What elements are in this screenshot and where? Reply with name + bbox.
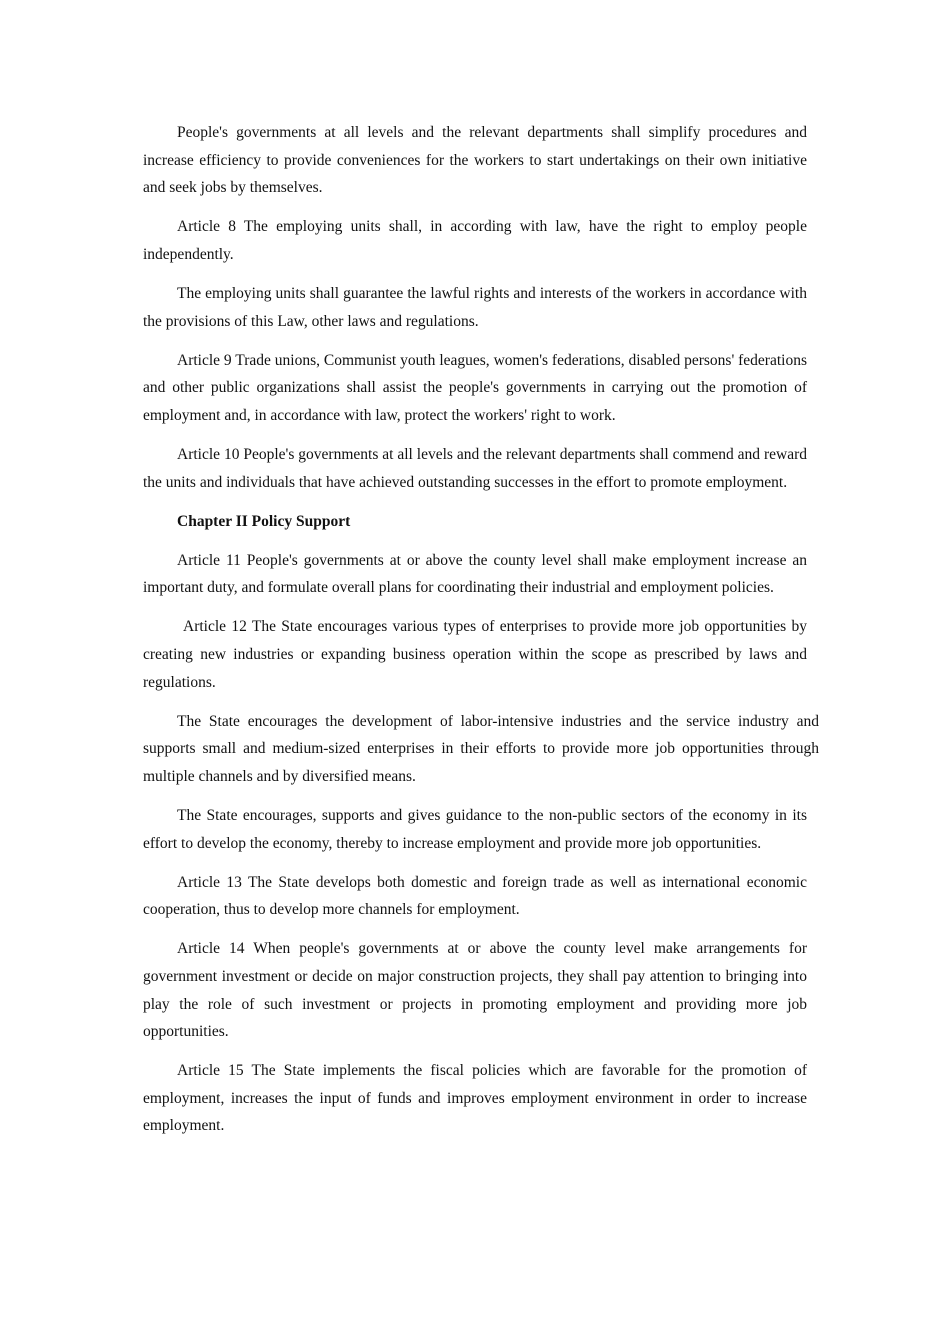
paragraph-article-11: Article 11 People's governments at or above the county level shall make employment increase an important duty, and formulate overall plans for coordinating their industrial and employment policies. xyxy=(143,551,807,597)
document-page xyxy=(143,119,819,1152)
paragraph-non-public-sectors: The State encourages, supports and gives guidance to the non-public sectors of the economy in its effort to develop the economy, thereby to increase employment and provide more job opportunities. xyxy=(143,806,807,852)
paragraph-article-10: Article 10 People's governments at all levels and the relevant departments shall commend and reward the units and individuals that have achieved outstanding successes in the effort to promote employment. xyxy=(143,445,807,491)
paragraph-article-12: Article 12 The State encourages various types of enterprises to provide more job opportunities by creating new industries or expanding business operation within the scope as prescribed by laws and regulations. xyxy=(143,618,807,691)
paragraph-article-13: Article 13 The State develops both domestic and foreign trade as well as international economic cooperation, thus to develop more channels for employment. xyxy=(143,873,807,919)
paragraph-article-8: Article 8 The employing units shall, in according with law, have the right to employ people independently. xyxy=(143,218,807,263)
paragraph-article-15: Article 15 The State implements the fiscal policies which are favorable for the promotion of employment, increases the input of funds and improves employment environment in order to increase employment. xyxy=(143,1062,807,1135)
paragraph-employing-units-guarantee: The employing units shall guarantee the lawful rights and interests of the workers in accordance with the provisions of this Law, other laws and regulations. xyxy=(143,284,807,330)
chapter-heading: Chapter II Policy Support xyxy=(177,512,351,530)
paragraph-labor-intensive: The State encourages the development of labor-intensive industries and the service industry and supports small and medium-sized enterprises in their efforts to provide more job opportunities through multiple channels and by diversified means. xyxy=(143,712,819,785)
paragraph-article-14: Article 14 When people's governments at or above the county level make arrangements for government investment or decide on major construction projects, they shall pay attention to bringing into play the role of such investment or projects in promoting employment and providing more job opportunities. xyxy=(143,940,807,1041)
paragraph-simplify-procedures: People's governments at all levels and the relevant departments shall simplify procedures and increase efficiency to provide conveniences for the workers to start undertakings on their own initiative and seek jobs by themselves. xyxy=(143,124,807,197)
paragraph-article-9: Article 9 Trade unions, Communist youth leagues, women's federations, disabled persons' federations and other public organizations shall assist the people's governments in carrying out the promotion of employment and, in accordance with law, protect the workers' right to work. xyxy=(143,351,807,424)
